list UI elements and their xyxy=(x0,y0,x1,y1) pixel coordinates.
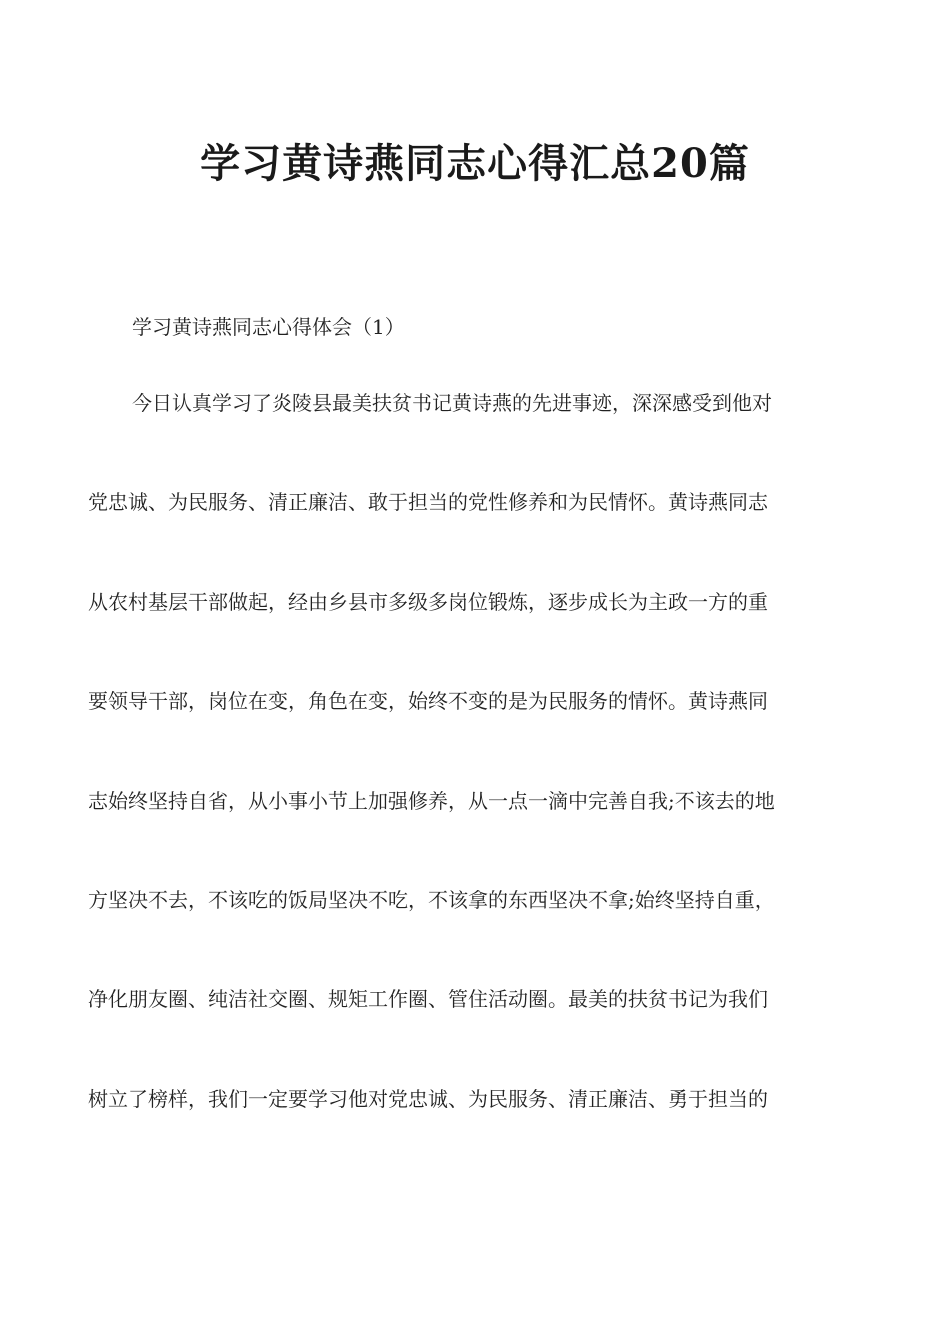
paragraph-line: 从农村基层干部做起，经由乡县市多级多岗位锻炼，逐步成长为主政一方的重 xyxy=(88,590,768,614)
section-heading: 学习黄诗燕同志心得体会（1） xyxy=(132,315,405,339)
paragraph-line: 今日认真学习了炎陵县最美扶贫书记黄诗燕的先进事迹，深深感受到他对 xyxy=(132,391,772,415)
paragraph-line: 志始终坚持自省，从小事小节上加强修养，从一点一滴中完善自我;不该去的地 xyxy=(88,789,775,813)
paragraph-line: 要领导干部，岗位在变，角色在变，始终不变的是为民服务的情怀。黄诗燕同 xyxy=(88,689,768,713)
document-title: 学习黄诗燕同志心得汇总20篇 xyxy=(200,140,750,187)
paragraph-line: 净化朋友圈、纯洁社交圈、规矩工作圈、管住活动圈。最美的扶贫书记为我们 xyxy=(88,987,768,1011)
paragraph-line: 树立了榜样，我们一定要学习他对党忠诚、为民服务、清正廉洁、勇于担当的 xyxy=(88,1087,768,1111)
paragraph-line: 方坚决不去，不该吃的饭局坚决不吃，不该拿的东西坚决不拿;始终坚持自重， xyxy=(88,888,775,912)
paragraph-line: 党忠诚、为民服务、清正廉洁、敢于担当的党性修养和为民情怀。黄诗燕同志 xyxy=(88,490,768,514)
